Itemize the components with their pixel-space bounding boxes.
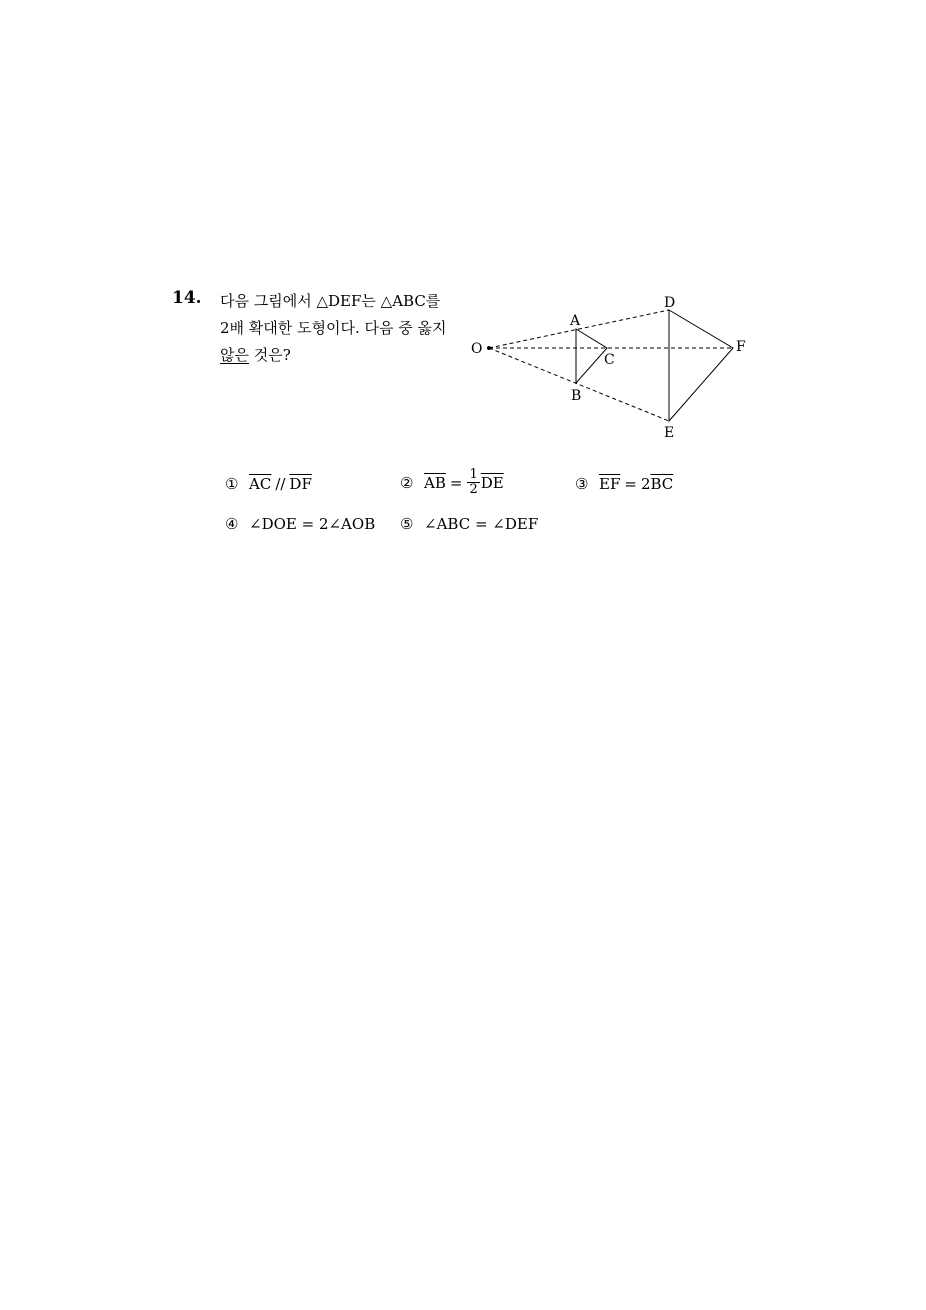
segment-de: $\overline{DE}$ [480,473,504,492]
question-number: 14. [172,288,202,308]
similar-triangles-figure [460,288,760,448]
label-b: B [571,388,582,404]
choice-5-number: ⑤ [400,515,414,533]
triangle-abc [576,329,607,383]
choice-1[interactable] [225,475,312,493]
point-o [487,346,491,350]
segment-ac: $\overline{AC}$ [249,475,272,493]
equals-sign: = [449,473,463,492]
choice-3-number: ③ [575,475,589,493]
stem-line-3 [220,342,460,369]
label-f: F [736,339,746,355]
choice-5-text: ∠ABC = ∠DEF [424,515,539,533]
label-a: A [570,313,581,329]
choice-2[interactable] [400,468,504,497]
choice-1-number: ① [225,475,239,493]
label-c: C [604,352,615,368]
choice-2-number: ② [400,473,414,492]
parallel-symbol: // [275,475,286,493]
choice-5[interactable] [400,515,538,533]
stem-tail: 것은? [248,346,291,364]
fraction-one-half [467,468,479,497]
choice-4-number: ④ [225,515,239,533]
ray-ob-dashed [489,348,669,421]
choice-3[interactable] [575,475,673,493]
choice-4[interactable] [225,515,375,533]
segment-df: $\overline{DF}$ [289,475,312,493]
coefficient: 2 [640,475,651,493]
label-o: O [471,341,483,357]
stem-line-1: 다음 그림에서 △DEF는 △ABC를 [220,292,441,310]
fraction-denominator: 2 [469,482,478,497]
stem-line-2: 2배 확대한 도형이다. 다음 중 옳지 [220,319,447,337]
equals-sign: = [624,475,637,493]
choice-4-text: ∠DOE = 2∠AOB [249,515,376,533]
triangle-def [669,310,733,421]
question-stem [220,288,460,369]
fraction-numerator: 1 [469,467,478,482]
label-d: D [664,295,676,311]
label-e: E [664,425,675,441]
segment-bc: $\overline{BC}$ [650,475,674,493]
stem-underlined-word: 않은 [220,346,249,364]
segment-ab: $\overline{AB}$ [424,473,446,492]
segment-ef: $\overline{EF}$ [599,475,621,493]
